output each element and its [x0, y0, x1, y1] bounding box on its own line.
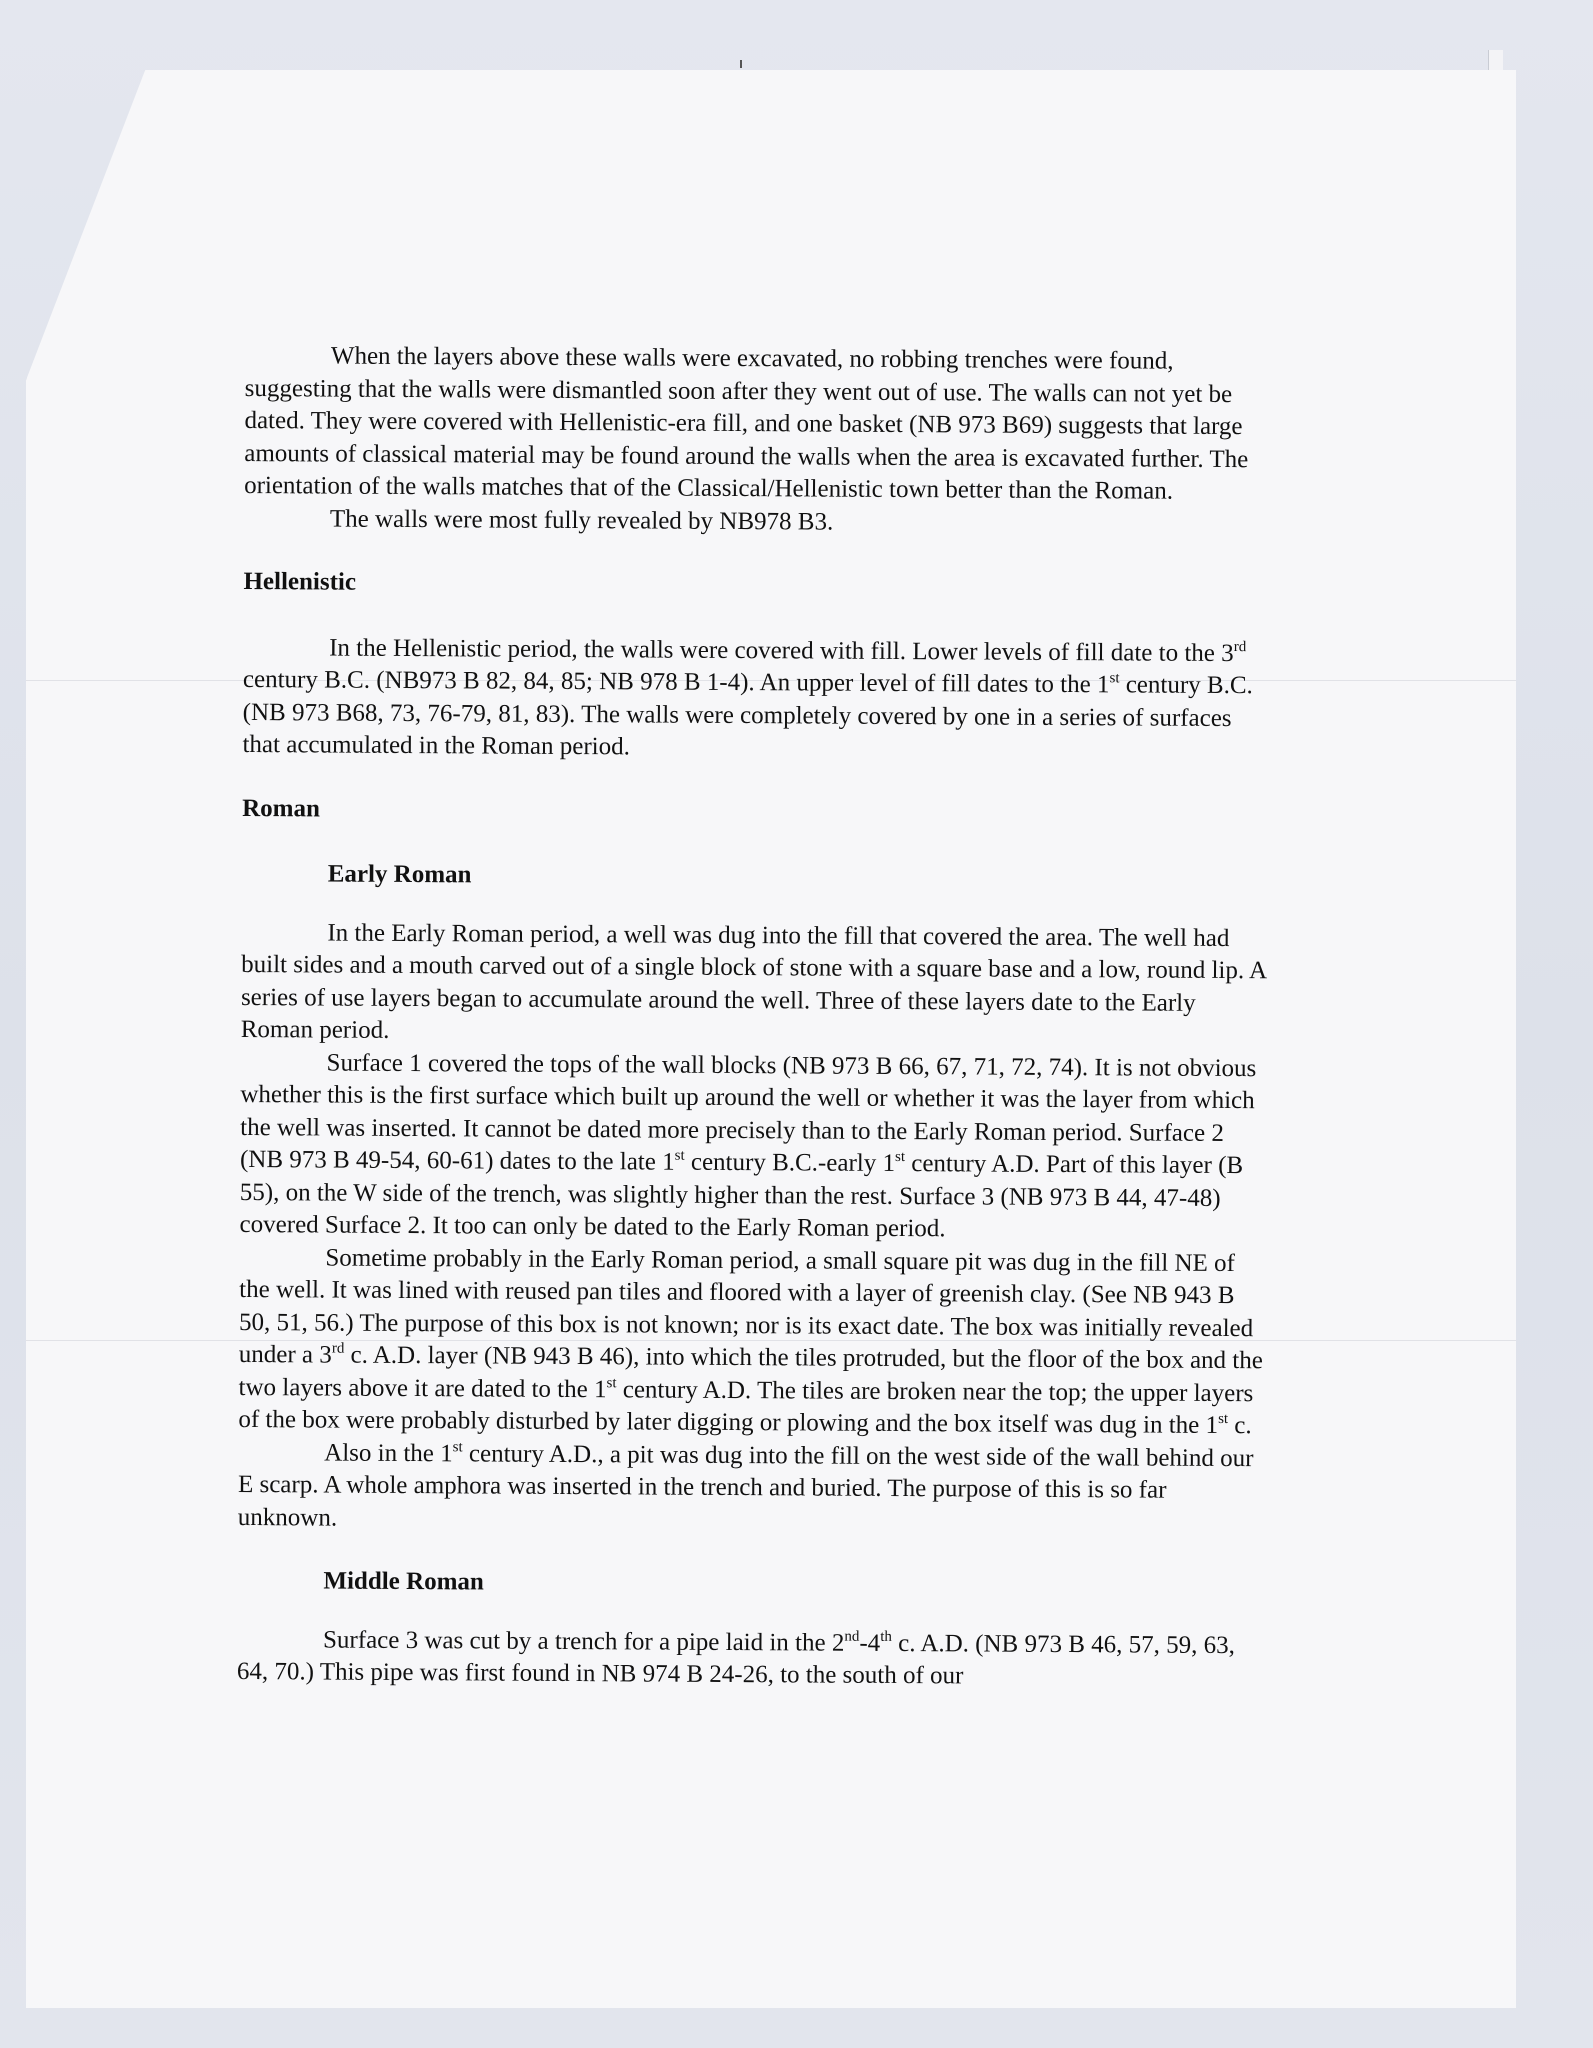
- ordinal-superscript: nd: [844, 1628, 860, 1645]
- text-run: century B.C. (NB973 B 82, 84, 85; NB 978 B 1-4). An upper level of fill dates to the 1: [242, 665, 1110, 699]
- ordinal-superscript: st: [452, 1438, 463, 1455]
- text-run: century A.D. Part of this layer (B 55), on the W side of the trench, was slightly higher than the rest. Surface 3 (NB 973 B 44, 47-48) covered Surface 2. It too can only be dated to the Early Roman period.: [239, 1150, 1244, 1243]
- body-paragraph: The walls were most fully revealed by NB978 B3.: [329, 505, 834, 536]
- ordinal-superscript: st: [1218, 1410, 1229, 1428]
- section-heading: Middle Roman: [323, 1567, 484, 1596]
- ordinal-superscript: rd: [331, 1340, 345, 1357]
- body-paragraph: [238, 1241, 1269, 1442]
- text-run: Sometime probably in the Early Roman period, a small square pit was dug in the fill NE of the well. It was lined with reused pan tiles and floored with a layer of greenish clay. (See NB 943 B 50, 51, 56.) The purpose of this box is not known; nor is its exact date. The box was initially revealed under a 3: [238, 1244, 1254, 1369]
- ordinal-superscript: rd: [1233, 638, 1247, 655]
- body-paragraph: [239, 1046, 1270, 1247]
- text-run: -4: [859, 1629, 881, 1657]
- section-heading: Roman: [242, 794, 321, 822]
- section-heading: Early Roman: [327, 860, 472, 889]
- ordinal-superscript: st: [895, 1148, 906, 1166]
- text-run: Surface 1 covered the tops of the wall blocks (NB 973 B 66, 67, 71, 72, 74). It is not obvious whether this is the first surface which built up around the well or whether it was the layer from which the well was inserted. It cannot be dated more precisely than to the Early Roman period. Surface 2 (NB 973 B 49-54, 60-61) dates to the late 1: [239, 1049, 1257, 1176]
- body-paragraph: In the Early Roman period, a well was dug into the fill that covered the area. The well had built sides and a mouth carved out of a single block of stone with a square base and a low, round lip. A series of use layers began to accumulate around the well. Three of these layers date to the Early Roman period.: [240, 919, 1266, 1044]
- text-run: Also in the 1: [324, 1439, 453, 1467]
- section-heading: Hellenistic: [243, 567, 357, 596]
- body-paragraph: [242, 631, 1273, 767]
- body-paragraph: [238, 1436, 1269, 1540]
- text-run: In the Hellenistic period, the walls were covered with fill. Lower levels of fill date to the 3: [329, 634, 1234, 667]
- body-paragraph: [237, 1623, 1267, 1694]
- text-run: century B.C.-early 1: [684, 1148, 896, 1177]
- body-paragraph: When the layers above these walls were excavated, no robbing trenches were found, suggesting that the walls were dismantled soon after they went out of use. The walls can not yet be dated. They were covered with Hellenistic-era fill, and one basket (NB 973 B69) suggests that large amounts of classical material may be found around the walls when the area is excavated further. The orientation of the walls matches that of the Classical/Hellenistic town better than the Roman.: [244, 342, 1249, 505]
- document-body: [237, 340, 1275, 1695]
- ordinal-superscript: st: [674, 1147, 685, 1164]
- text-run: century A.D., a pit was dug into the fill on the west side of the wall behind our E scarp. A whole amphora was inserted in the trench and buried. The purpose of this is so far unknown.: [237, 1439, 1254, 1532]
- text-run: c. A.D. layer (NB 943 B 46), into which the tiles protruded, but the floor of the box and the two layers above it are dated to the 1: [238, 1341, 1263, 1403]
- text-run: c. A.D. (NB 973 B 46, 57, 59, 63, 64, 70.) This pipe was first found in NB 974 B 24-26, to the south of our: [236, 1629, 1236, 1690]
- ordinal-superscript: st: [606, 1374, 617, 1391]
- text-run: century B.C. (NB 973 B68, 73, 76-79, 81, 83). The walls were completely covered by one in a series of surfaces that accumulated in the Roman period.: [242, 671, 1253, 761]
- ordinal-superscript: st: [1109, 670, 1120, 687]
- staple-mark: [740, 60, 742, 68]
- text-run: Surface 3 was cut by a trench for a pipe laid in the 2: [322, 1626, 845, 1657]
- ordinal-superscript: th: [880, 1628, 892, 1645]
- text-run: c.: [1227, 1412, 1252, 1440]
- text-run: century A.D. The tiles are broken near the top; the upper layers of the box were probably disturbed by later digging or plowing and the box itself was dug in the 1: [238, 1375, 1254, 1439]
